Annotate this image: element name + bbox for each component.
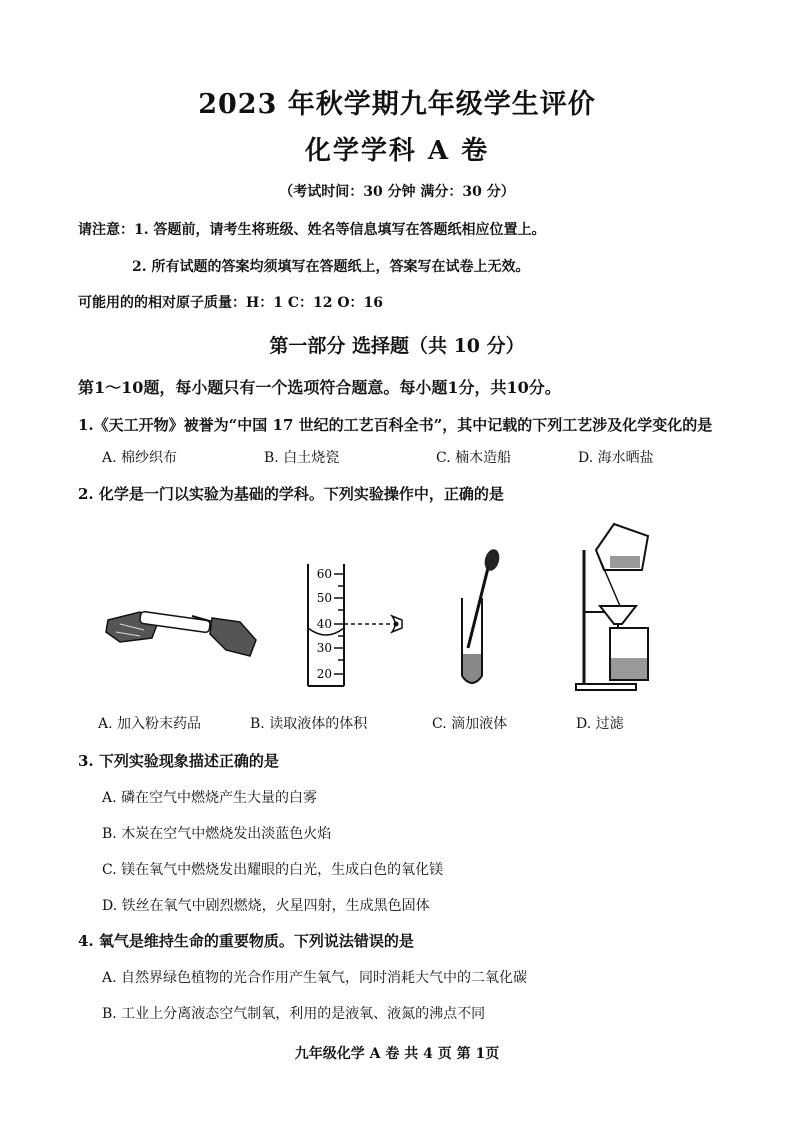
cylinder-reading-figure (296, 560, 416, 690)
question-4-stem: 4. 氧气是维持生命的重要物质。下列说法错误的是 (78, 932, 414, 950)
tick-label-50: 50 (316, 591, 332, 605)
question-3-stem: 3. 下列实验现象描述正确的是 (78, 752, 279, 770)
q3-option-b: B. 木炭在空气中燃烧发出淡蓝色火焰 (102, 826, 332, 842)
dropper-bulb (482, 548, 501, 572)
tick-label-40: 40 (316, 617, 332, 631)
q1-option-d: D. 海水晒盐 (578, 450, 654, 466)
note-line-1: 请注意：1. 答题前，请考生将班级、姓名等信息填写在答题纸相应位置上。 (78, 222, 546, 238)
page-footer: 九年级化学 A 卷 共 4 页 第 1页 (294, 1046, 500, 1062)
q1-option-a: A. 棉纱织布 (102, 450, 178, 466)
q2-option-d: D. 过滤 (576, 716, 624, 732)
dropper-figure (448, 548, 508, 692)
q2-option-a: A. 加入粉末药品 (98, 716, 202, 732)
tick-label-30: 30 (316, 641, 332, 655)
q1-option-b: B. 白土烧瓷 (264, 450, 340, 466)
q2-option-c: C. 滴加液体 (432, 716, 508, 732)
section-title: 第一部分 选择题（共 10 分） (269, 335, 525, 357)
q3-option-c: C. 镁在氧气中燃烧发出耀眼的白光，生成白色的氧化镁 (102, 862, 444, 878)
q4-option-b: B. 工业上分离液态空气制氧，利用的是液氧、液氮的沸点不同 (102, 1006, 486, 1022)
exam-subtitle: 化学学科 A 卷 (304, 136, 490, 166)
question-2-stem: 2. 化学是一门以实验为基础的学科。下列实验操作中，正确的是 (78, 485, 504, 503)
tick-label-60: 60 (316, 567, 332, 581)
tick-label-20: 20 (316, 667, 332, 681)
powder-adding-figure (100, 600, 260, 662)
q3-option-d: D. 铁丝在氧气中剧烈燃烧，火星四射，生成黑色固体 (102, 898, 430, 914)
filtration-figure (570, 520, 670, 692)
q4-option-a: A. 自然界绿色植物的光合作用产生氧气，同时消耗大气中的二氧化碳 (102, 970, 528, 986)
note-line-2: 2. 所有试题的答案均须填写在答题纸上，答案写在试卷上无效。 (132, 259, 530, 275)
section-instruction: 第1～10题，每小题只有一个选项符合题意。每小题1分，共10分。 (78, 378, 561, 397)
question-1-stem: 1.《天工开物》被誉为“中国 17 世纪的工艺百科全书”，其中记载的下列工艺涉及化学变化的是 (78, 416, 713, 434)
exam-title: 2023 年秋学期九年级学生评价 (198, 89, 596, 120)
exam-info: （考试时间：30 分钟 满分：30 分） (279, 184, 515, 200)
atomic-mass-line: 可能用的的相对原子质量：H：1 C：12 O：16 (78, 295, 384, 311)
q2-option-b: B. 读取液体的体积 (250, 716, 368, 732)
q3-option-a: A. 磷在空气中燃烧产生大量的白雾 (102, 790, 318, 806)
q1-option-c: C. 楠木造船 (436, 450, 512, 466)
